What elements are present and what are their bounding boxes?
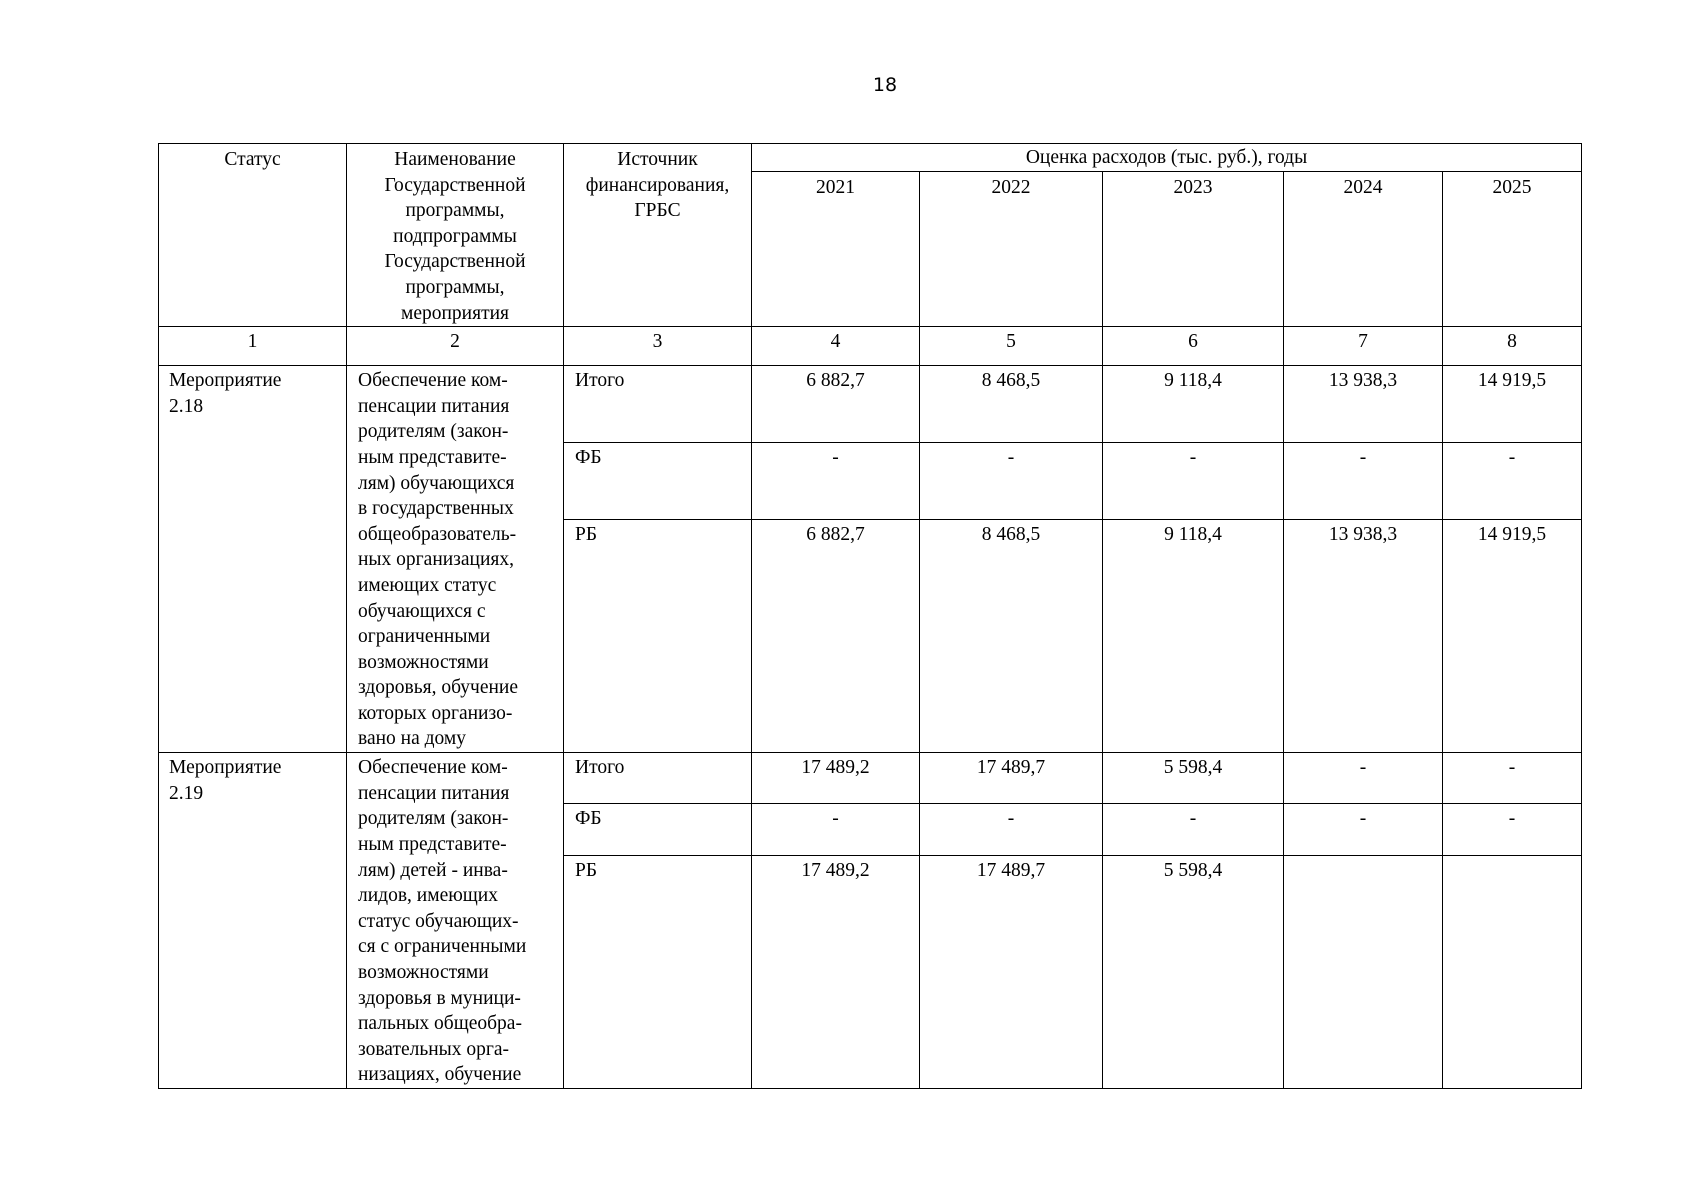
measure-status: Мероприятие 2.18: [159, 366, 347, 753]
column-number: 6: [1103, 327, 1284, 366]
expense-value: 5 598,4: [1103, 753, 1284, 804]
column-number: 7: [1284, 327, 1443, 366]
measure-name: Обеспечение ком- пенсации питания родителям (закон- ным представите- лям) детей - инва- лидов, имеющих статус обучающих- ся с ограниченными возможностями здоровья в муници- пальных общеобра- зовательных орга- низациях, обучение: [347, 753, 564, 1089]
funding-source: Итого: [564, 753, 752, 804]
expense-value: -: [1443, 753, 1582, 804]
expense-value: 8 468,5: [920, 520, 1103, 753]
expense-value: 17 489,7: [920, 855, 1103, 1088]
expense-value: -: [920, 443, 1103, 520]
header-year: 2021: [752, 171, 920, 326]
measure-status: Мероприятие 2.19: [159, 753, 347, 1089]
page-number: 18: [872, 74, 898, 96]
funding-source: РБ: [564, 855, 752, 1088]
expense-value: 6 882,7: [752, 520, 920, 753]
table-row: [159, 753, 1582, 804]
expense-value: [1284, 855, 1443, 1088]
expense-value: -: [1103, 443, 1284, 520]
expense-value: 9 118,4: [1103, 366, 1284, 443]
column-number-row: [159, 327, 1582, 366]
header-year: 2024: [1284, 171, 1443, 326]
funding-source: РБ: [564, 520, 752, 753]
measure-name: Обеспечение ком- пенсации питания родителям (закон- ным представите- лям) обучающихся в государственных общеобразователь- ных организациях, имеющих статус обучающихся с ограниченными возможностями здоровья, обучение которых организо- вано на дому: [347, 366, 564, 753]
expense-value: 17 489,2: [752, 855, 920, 1088]
expense-value: 13 938,3: [1284, 366, 1443, 443]
column-number: 2: [347, 327, 564, 366]
header-year: 2023: [1103, 171, 1284, 326]
header-name: Наименование Государственной программы, подпрограммы Государственной программы, мероприятия: [347, 144, 564, 327]
expense-value: -: [752, 443, 920, 520]
header-status: Статус: [159, 144, 347, 327]
expense-value: 17 489,2: [752, 753, 920, 804]
expense-value: -: [1443, 804, 1582, 855]
expense-value: 8 468,5: [920, 366, 1103, 443]
funding-source: ФБ: [564, 804, 752, 855]
expense-value: -: [1284, 804, 1443, 855]
funding-source: Итого: [564, 366, 752, 443]
expense-value: -: [1103, 804, 1284, 855]
expense-value: -: [920, 804, 1103, 855]
column-number: 1: [159, 327, 347, 366]
column-number: 3: [564, 327, 752, 366]
column-number: 4: [752, 327, 920, 366]
expense-value: -: [752, 804, 920, 855]
expenditure-table: [158, 143, 1582, 1089]
expense-value: 9 118,4: [1103, 520, 1284, 753]
expense-value: 14 919,5: [1443, 366, 1582, 443]
expense-value: [1443, 855, 1582, 1088]
funding-source: ФБ: [564, 443, 752, 520]
column-number: 8: [1443, 327, 1582, 366]
expense-value: 5 598,4: [1103, 855, 1284, 1088]
expense-value: -: [1284, 443, 1443, 520]
column-number: 5: [920, 327, 1103, 366]
header-year: 2022: [920, 171, 1103, 326]
header-estimate: Оценка расходов (тыс. руб.), годы: [752, 144, 1582, 172]
header-source: Источник финансирования, ГРБС: [564, 144, 752, 327]
expense-value: -: [1284, 753, 1443, 804]
expense-value: 13 938,3: [1284, 520, 1443, 753]
header-year: 2025: [1443, 171, 1582, 326]
header-row-top: [159, 144, 1582, 172]
expense-value: 6 882,7: [752, 366, 920, 443]
table-row: [159, 366, 1582, 443]
expense-value: -: [1443, 443, 1582, 520]
expense-value: 14 919,5: [1443, 520, 1582, 753]
expense-value: 17 489,7: [920, 753, 1103, 804]
